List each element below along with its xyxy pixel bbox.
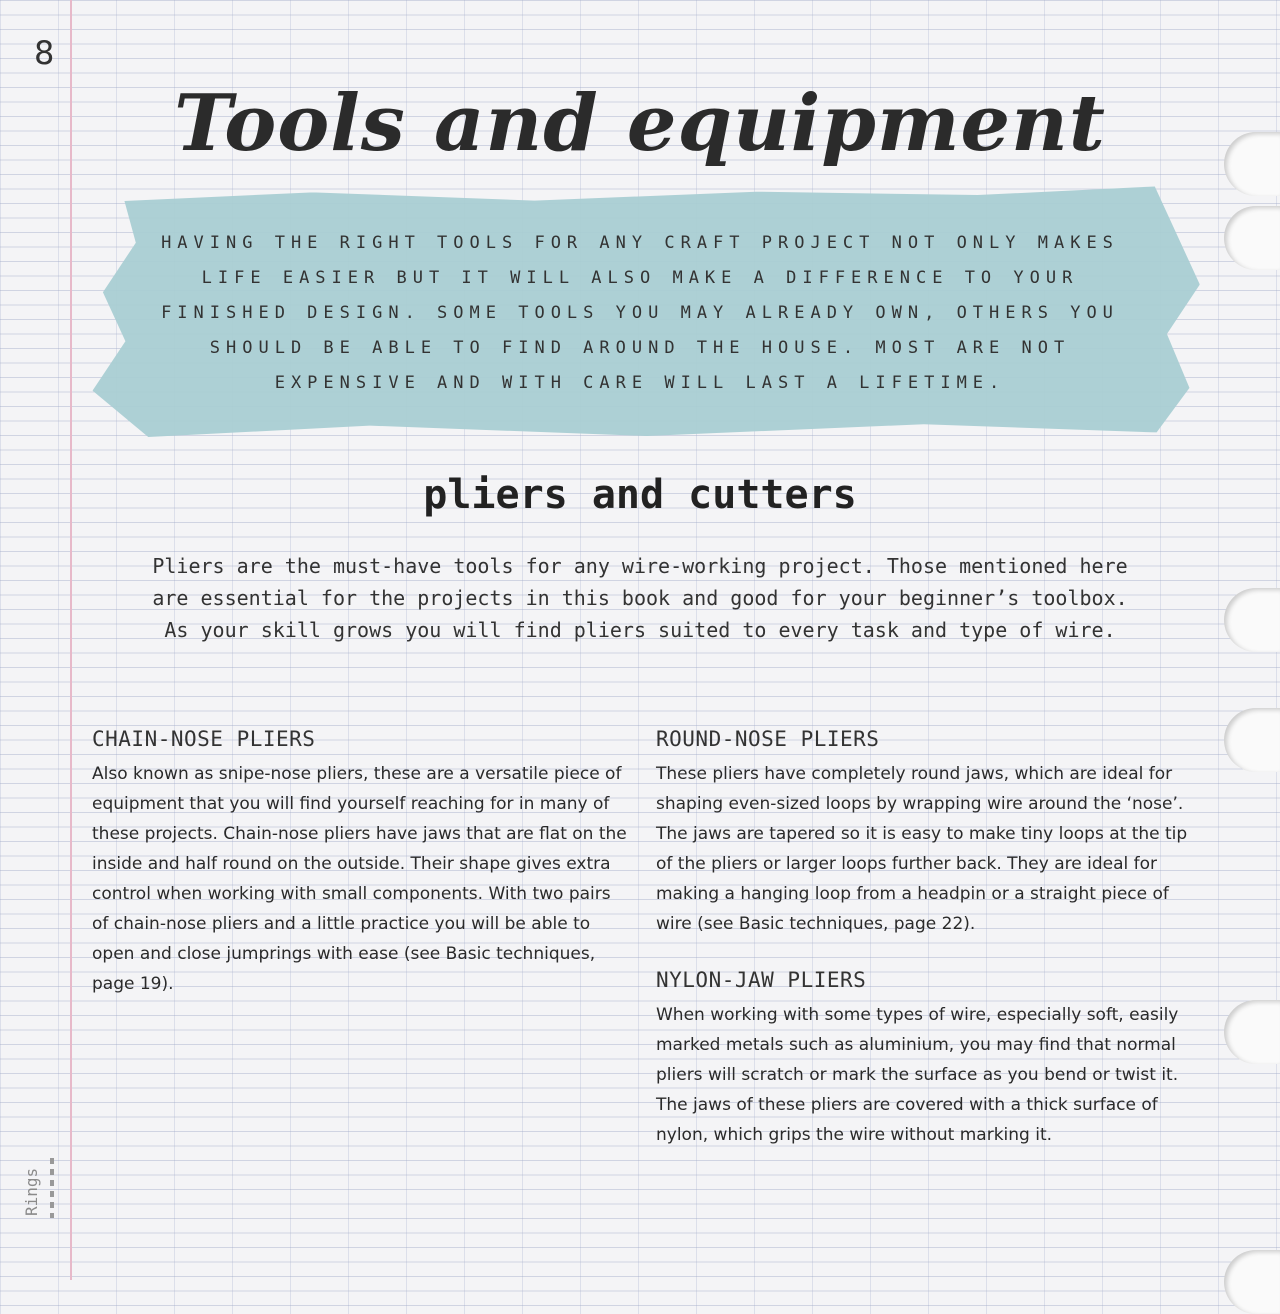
running-head <box>22 1160 46 1220</box>
page-title: Tools and equipment <box>174 78 1106 169</box>
binder-hole <box>1224 708 1280 772</box>
margin-line <box>70 0 72 1280</box>
section-intro: Pliers are the must-have tools for any wire-working project. Those mentioned here are essential for the projects in this book and good for your beginner’s toolbox. As your skill grows you will find pliers suited to every task and type of wire. <box>152 554 1128 642</box>
chain-nose-body: Also known as snipe-nose pliers, these are a versatile piece of equipment that you will find yourself reaching for in many of these projects. Chain-nose pliers have jaws that are flat on the inside and half round on the outside. Their shape gives extra control when working with small components. With two pairs of chain-nose pliers and a little practice you will be able to open and close jumprings with ease (see Basic techniques, page 19). <box>92 764 627 994</box>
nylon-jaw-body: When working with some types of wire, especially soft, easily marked metals such as aluminium, you may find that normal pliers will scratch or mark the surface as you bend or twist it. The jaws of these pliers are covered with a thick surface of nylon, which grips the wire without marking it. <box>656 1005 1179 1145</box>
chain-nose-heading: CHAIN-NOSE PLIERS <box>92 727 316 751</box>
page-number: 8 <box>34 34 55 72</box>
nylon-jaw-heading: NYLON-JAW PLIERS <box>656 968 867 992</box>
binder-hole <box>1224 588 1280 652</box>
round-nose-body: These pliers have completely round jaws, which are ideal for shaping even-sized loops by wrapping wire around the ‘nose’. The jaws are tapered so it is easy to make tiny loops at the tip of the pliers or larger loops further back. They are ideal for making a hanging loop from a headpin or a straight piece of wire (see Basic techniques, page 22). <box>656 764 1188 934</box>
running-head-dashes <box>50 1158 54 1218</box>
binder-hole <box>1224 1000 1280 1064</box>
section-title: pliers and cutters <box>423 472 857 518</box>
nylon-jaw-section <box>656 968 1196 1150</box>
round-nose-heading: ROUND-NOSE PLIERS <box>656 727 880 751</box>
binder-hole <box>1224 1250 1280 1314</box>
chain-nose-section <box>92 727 632 999</box>
intro-tape-text: HAVING THE RIGHT TOOLS FOR ANY CRAFT PROJECT NOT ONLY MAKES LIFE EASIER BUT IT WILL ALSO MAKE A DIFFERENCE TO YOUR FINISHED DESIGN. SOME TOOLS YOU MAY ALREADY OWN, OTHERS YOU SHOULD BE ABLE TO FIND AROUND THE HOUSE. MOST ARE NOT EXPENSIVE AND WITH CARE WILL LAST A LIFETIME. <box>161 233 1119 393</box>
binder-hole <box>1224 206 1280 270</box>
running-head-label: Rings <box>22 1167 41 1216</box>
round-nose-section <box>656 727 1196 939</box>
